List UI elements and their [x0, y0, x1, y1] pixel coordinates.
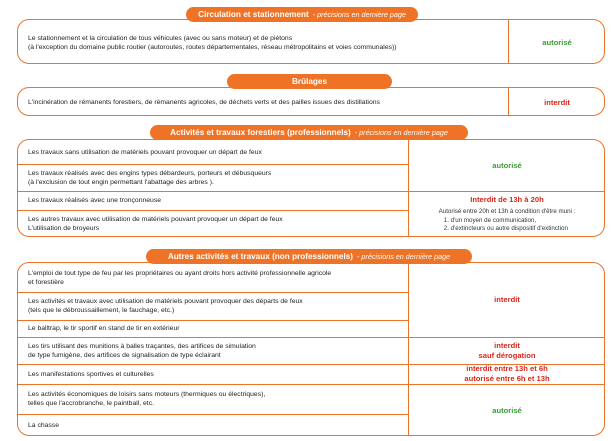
list-item: 1. d'un moyen de communication, [451, 217, 576, 225]
status-label: autorisé [542, 37, 572, 47]
section-title: Circulation et stationnement [198, 10, 309, 19]
section-note: - précisions en dernière page [357, 252, 451, 261]
table-row [18, 140, 408, 164]
status-forbidden [508, 88, 605, 116]
table-row [18, 210, 408, 237]
row-text: L'utilisation de broyeurs [28, 225, 100, 232]
table-row [18, 384, 408, 414]
status-label: interdit [494, 295, 520, 304]
row-text: telles que l'accrobranche, le paintball, etc. [28, 400, 154, 407]
status-label: interdit entre 13h et 6h [466, 364, 548, 373]
table-row [18, 292, 408, 320]
section-header-forestiers [150, 125, 468, 140]
row-text: Les autres travaux avec utilisation de matériels pouvant provoquer un départ de feux [28, 216, 283, 223]
row-text: (à l'exception du domaine public routier (autoroutes, routes départementales, réseau métropolitains et voies communales)) [28, 43, 397, 51]
row-text: Les travaux sans utilisation de matériels pouvant provoquer un départ de feux [28, 148, 262, 156]
status-label: Interdit de 13h à 20h [470, 195, 544, 204]
table-row [18, 191, 408, 210]
row-text: Le stationnement et la circulation de tous véhicules (avec ou sans moteur) et de piétons [28, 34, 293, 42]
status-label: autorisé [492, 405, 522, 415]
table-row [18, 20, 508, 64]
section-box-circulation [17, 19, 605, 64]
status-label: autorisé [492, 160, 522, 170]
detail-text: Autorisé entre 20h et 13h à condition d'être muni : [438, 208, 576, 215]
status-authorized [408, 140, 605, 191]
status-label: autorisé entre 6h et 13h [464, 374, 550, 383]
status-authorized [408, 384, 605, 436]
section-header-circulation [186, 7, 418, 22]
status-label: interdit [544, 97, 570, 107]
table-row [18, 164, 408, 191]
section-header-brulages [227, 74, 392, 89]
section-note: - précisions en dernière page [354, 128, 448, 137]
table-row [18, 88, 508, 116]
row-text: L'emploi de tout type de feu par les propriétaires ou ayant droits hors activité professionnelle agricole [28, 269, 332, 277]
table-row [18, 320, 408, 337]
row-text: Les travaux réalisés avec des engins types débardeurs, porteurs et débusqueurs [28, 169, 272, 177]
detail-list [439, 217, 576, 233]
table-row [18, 263, 408, 292]
section-title: Activités et travaux forestiers (professionnels) [170, 128, 351, 137]
section-header-autres [146, 249, 472, 264]
section-title: Autres activités et travaux (non professionnels) [167, 252, 354, 261]
row-text: La chasse [28, 422, 59, 429]
section-box-brulages [17, 87, 605, 116]
row-text: Les manifestations sportives et culturelles [28, 370, 154, 378]
section-title: Brûlages [291, 77, 328, 86]
row-text: Les tirs utilisant des munitions à balles traçantes, des artifices de simulation [28, 342, 256, 350]
status-forbidden-hours [408, 364, 605, 384]
section-box-forestiers [17, 139, 605, 237]
status-label: interdit [494, 340, 520, 350]
row-text: Le balltrap, le tir sportif en stand de tir en extérieur [28, 325, 180, 332]
status-forbidden-hours [408, 191, 605, 237]
list-item: 2. d'extincteurs ou autre dispositif d'extinction [451, 225, 576, 233]
status-forbidden [408, 263, 605, 337]
row-text: Les activités économiques de loisirs sans moteurs (thermiques ou électriques), [28, 391, 266, 398]
row-text: de type fumigène, des artifices de signalisation de type éclairant [28, 351, 221, 359]
section-box-autres [17, 262, 605, 436]
table-row [18, 337, 408, 364]
table-row [18, 414, 408, 436]
section-note: - précisions en dernière page [312, 10, 406, 19]
row-text: L'incinération de rémanents forestiers, de rémanents agricoles, de déchets verts et des pailles issues des distillations [28, 99, 380, 106]
status-detail [439, 208, 576, 233]
status-forbidden-exception [408, 337, 605, 364]
status-label: sauf dérogation [478, 350, 536, 360]
row-text: Les activités et travaux avec utilisation de matériels pouvant provoquer des départs de feux [28, 298, 303, 305]
table-row [18, 364, 408, 384]
status-authorized [508, 20, 605, 64]
row-text: et forestière [28, 278, 64, 286]
row-text: (à l'exclusion de tout engin permettant l'abattage des arbres ). [28, 178, 214, 186]
row-text: Les travaux réalisés avec une tronçonneuse [28, 197, 161, 204]
row-text: (tels que le débroussaillement, le fauchage, etc.) [28, 307, 175, 314]
